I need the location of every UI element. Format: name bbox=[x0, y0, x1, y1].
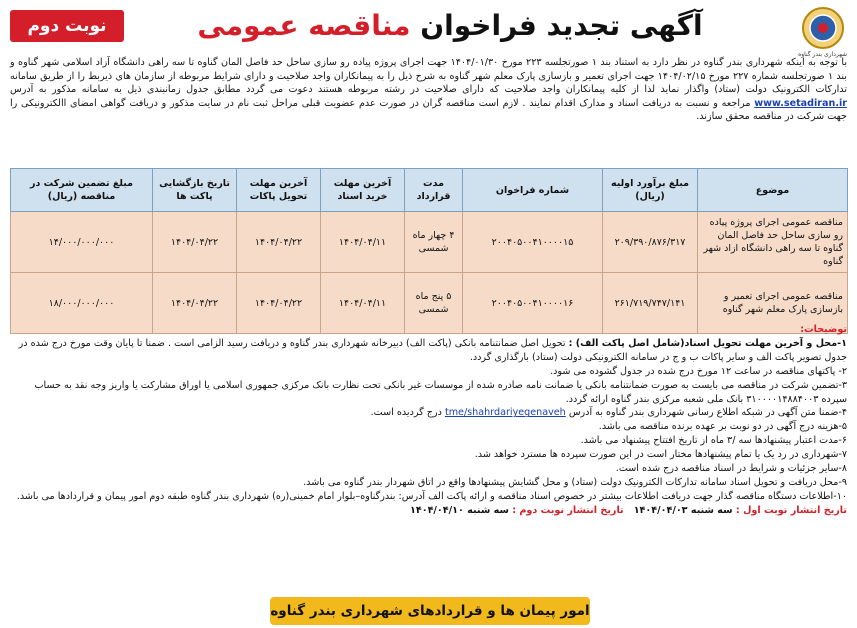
municipality-logo bbox=[799, 6, 847, 60]
note-4 bbox=[10, 406, 847, 420]
cell-estimate: ۲۶۱/۷۱۹/۷۴۷/۱۴۱ bbox=[603, 273, 698, 334]
cell-estimate: ۲۰۹/۳۹۰/۸۷۶/۳۱۷ bbox=[603, 212, 698, 273]
notes-section bbox=[10, 323, 847, 518]
note-6: ۶-مدت اعتبار پیشنهادها سه /۳ ماه از تاریخ افتتاح پیشنهاد می باشد. bbox=[580, 435, 847, 447]
col-subject: موضوع bbox=[698, 169, 848, 212]
intro-text-2: مراجعه و نسبت به دریافت اسناد و مدارک اقدام نمایند . لازم است مناقصه گران در صورت عدم عضویت قبلی مراحل ثبت نام در سایت مذکور و دریافت گواهی امضای االکترونیکی را جهت شرکت در مناقصه محقق سازند. bbox=[10, 97, 847, 123]
note-1 bbox=[10, 337, 847, 365]
note-5: ۵-هزینه درج آگهی در دو نوبت بر عهده برنده مناقصه می باشد. bbox=[598, 421, 847, 433]
col-estimate: مبلغ برآورد اولیه (ریال) bbox=[603, 169, 698, 212]
intro-text: با توجه به اینکه شهرداری بندر گناوه در نظر دارد به استناد بند ۱ صورتجلسه ۲۲۳ مورخ ۱۴۰۴/۰۱/۳۰ جهت اجرای پروژه پیاده رو سازی ساحل حد فاصل المان گناوه تا سه راهی دانشگاه آزاد اسلامی شهر گناوه و بند ۱ صورتجلسه شماره ۲۲۷ مورخ ۱۴۰۴/۰۲/۱۵ جهت اجرای تعمیر و بازسازی پارک معلم شهر گناوه به شرح ذیل را به پیمانکاران واجد صلاحیت و دارای شرایط مربوطه از سازمان های ذیربط را از طریق سامانه تدارکات الکترونیک دولت (ستاد) واگذار نماید لذا از کلیه پیمانکاران واجد صلاحیت که دارای صلاحیت در رشته مربوطه هستند دعوت می گردد مطابق جدول زمانبندی ذیل به سامانه مذکور به آدرس bbox=[10, 57, 847, 96]
col-guarantee: مبلغ تضمین شرکت در مناقصه (ریال) bbox=[11, 169, 153, 212]
title-plain: آگهی تجدید فراخوان bbox=[410, 9, 703, 42]
note-3: ۳-تضمین شرکت در مناقصه می بایست به صورت ضمانتنامه بانکی یا ضمانت نامه صادره شده از موسسات غیر بانکی تحت نظارت بانک مرکزی جمهوری اسلامی یا اوراق مشارکت یا واریز وجه نقد به حساب سپرده ۳۱۰۰۰۰۱۴۸۸۴۰۰۳ بانک ملی شعبه مرکزی بندر گناوه ارائه گردد. bbox=[34, 379, 847, 405]
col-doc-deadline: آخرین مهلت خرید اسناد bbox=[321, 169, 405, 212]
edition-badge: نوبت دوم bbox=[10, 10, 124, 42]
cell-call-number: ۲۰۰۴۰۵۰۰۴۱۰۰۰۰۱۶ bbox=[463, 273, 603, 334]
table-header-row bbox=[11, 169, 848, 212]
note-8: ۸-سایر جزئیات و شرایط در اسناد مناقصه درج شده است. bbox=[615, 463, 847, 475]
setad-link[interactable]: www.setadiran.ir bbox=[754, 97, 847, 109]
cell-doc-deadline: ۱۴۰۴/۰۴/۱۱ bbox=[321, 212, 405, 273]
cell-delivery-deadline: ۱۴۰۴/۰۴/۲۲ bbox=[237, 273, 321, 334]
note-1-text: تحویل اصل ضمانتنامه بانکی (پاکت الف) دبیرخانه شهرداری بندر گناوه و دریافت رسید الزامی است . ضمنا تا پایان وقت مورخ درج شده در جدول تصویر پاکت الف و سایر پاکات ب و ج در سامانه الکترونیکی دولت (ستاد) بارگذاری گردد. bbox=[18, 337, 847, 363]
note-4-text: ۴-ضمنا متن آگهی در شبکه اطلاع رسانی شهرداری بندر گناوه به آدرس bbox=[568, 407, 847, 419]
note-4-end: درج گردیده است. bbox=[370, 407, 442, 419]
cell-doc-deadline: ۱۴۰۴/۰۴/۱۱ bbox=[321, 273, 405, 334]
note-2: ۲- پاکتهای مناقصه در ساعت ۱۲ مورخ درج شده در جدول گشوده می شود. bbox=[550, 365, 847, 377]
channel-link[interactable]: tme/shahrdariyegenaveh bbox=[444, 407, 566, 419]
note-10: ۱۰-اطلاعات دستگاه مناقصه گذار جهت دریافت اطلاعات بیشتر در خصوص اسناد مناقصه و ارائه پاکت الف آدرس: بندرگناوه–بلوار امام خمینی(ره) شهرداری بندر گناوه طبقه دوم امور پیمان و قراردادها می باشد. bbox=[16, 490, 847, 502]
note-1-title: ۱-محل و آخرین مهلت تحویل اسناد(شامل اصل پاکت الف) : bbox=[568, 337, 847, 349]
cell-subject: مناقصه عمومی اجرای پروژه پیاده رو سازی ساحل حد فاصل المان گناوه تا سه راهی دانشگاه ازاد شهر گناوه bbox=[698, 212, 848, 273]
first-date-label: تاریخ انتشار نوبت اول : bbox=[735, 504, 847, 516]
cell-call-number: ۲۰۰۴۰۵۰۰۴۱۰۰۰۰۱۵ bbox=[463, 212, 603, 273]
cell-guarantee: ۱۴/۰۰۰/۰۰۰/۰۰۰ bbox=[11, 212, 153, 273]
note-7: ۷-شهرداری در رد یک یا تمام پیشنهادها مختار است در این صورت سپرده ها مسترد خواهد شد. bbox=[474, 449, 847, 461]
col-delivery-deadline: آخرین مهلت تحویل پاکات bbox=[237, 169, 321, 212]
footer-banner: امور پیمان ها و قراردادهای شهرداری بندر گناوه bbox=[270, 597, 590, 625]
col-opening-date: تاریخ بازگشایی پاکت ها bbox=[153, 169, 237, 212]
tender-table bbox=[10, 168, 848, 334]
notes-heading: توضیحات: bbox=[800, 324, 847, 335]
seal-caption: شهرداری بندر گناوه bbox=[798, 51, 847, 58]
second-date-value: سه شنبه ۱۴۰۴/۰۴/۱۰ bbox=[410, 504, 513, 516]
first-date-value: سه شنبه ۱۴۰۴/۰۴/۰۳ bbox=[633, 504, 736, 516]
col-duration: مدت قرارداد bbox=[405, 169, 463, 212]
page-title bbox=[190, 6, 710, 46]
cell-duration: ۴ چهار ماه شمسی bbox=[405, 212, 463, 273]
title-highlight: مناقصه عمومی bbox=[197, 9, 411, 42]
cell-delivery-deadline: ۱۴۰۴/۰۴/۲۲ bbox=[237, 212, 321, 273]
note-9: ۹-محل دریافت و تحویل اسناد سامانه تدارکات الکترونیک دولت (ستاد) و محل گشایش پیشنهادها واقع در اتاق شهردار بندر گناوه می باشد. bbox=[303, 476, 847, 488]
cell-opening-date: ۱۴۰۴/۰۴/۲۲ bbox=[153, 273, 237, 334]
table-row bbox=[11, 212, 848, 273]
cell-subject: مناقصه عمومی اجرای تعمیر و بازسازی پارک معلم شهر گناوه bbox=[698, 273, 848, 334]
cell-guarantee: ۱۸/۰۰۰/۰۰۰/۰۰۰ bbox=[11, 273, 153, 334]
col-call-number: شماره فراخوان bbox=[463, 169, 603, 212]
second-date-label: تاریخ انتشار نوبت دوم : bbox=[512, 504, 624, 516]
cell-duration: ۵ پنج ماه شمسی bbox=[405, 273, 463, 334]
cell-opening-date: ۱۴۰۴/۰۴/۲۲ bbox=[153, 212, 237, 273]
intro-paragraph bbox=[10, 56, 847, 124]
seal-icon bbox=[799, 6, 847, 50]
publication-dates bbox=[10, 504, 847, 518]
